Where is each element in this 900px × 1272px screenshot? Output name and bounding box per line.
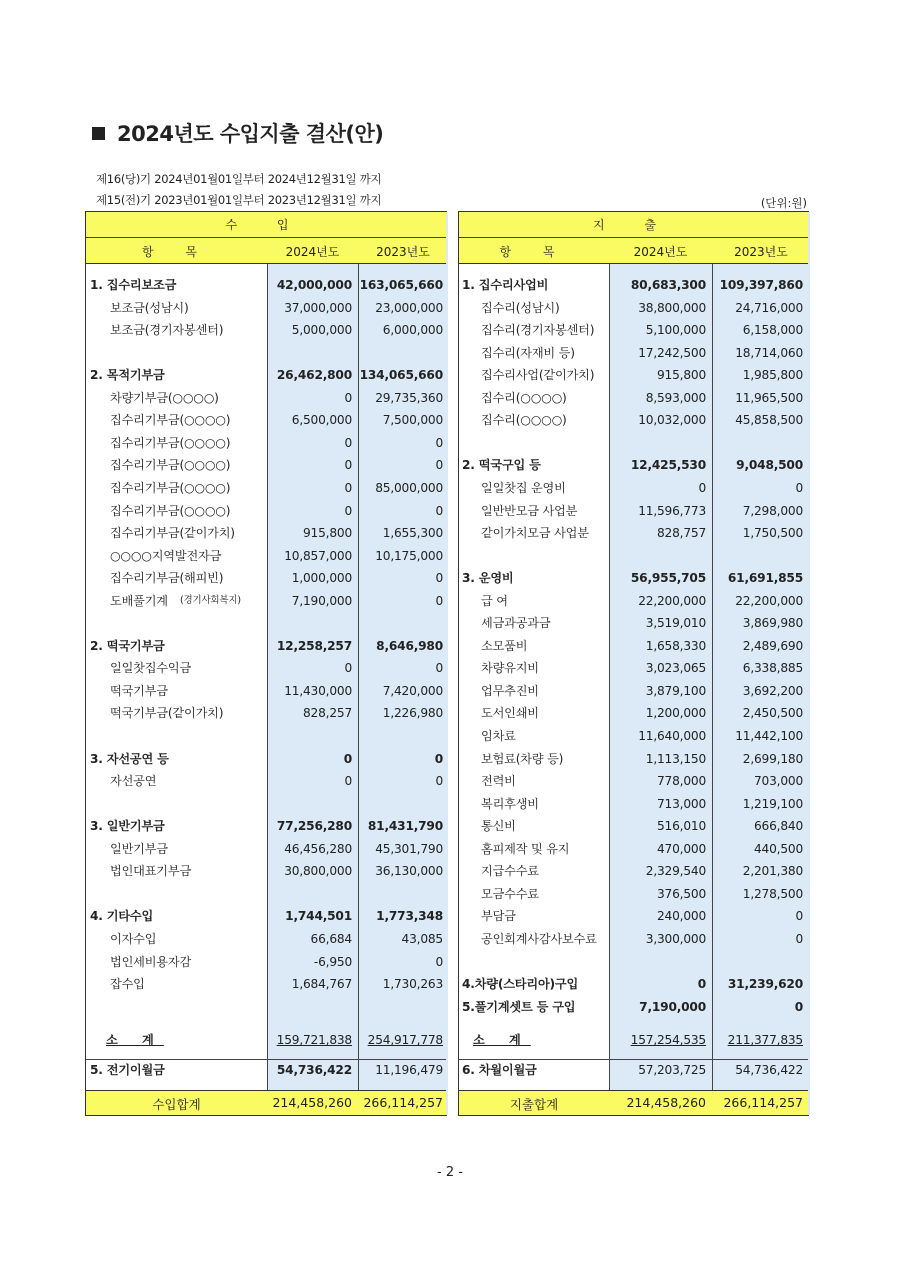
income-row-2024: 1,744,501 (285, 909, 352, 924)
expense-section (458, 211, 809, 1116)
income-row-2024: 5,000,000 (291, 323, 352, 338)
expense-row-label: 집수리(○○○○) (481, 413, 567, 428)
expense-row (459, 612, 810, 635)
income-row (86, 635, 448, 658)
expense-row (459, 274, 810, 297)
expense-row (459, 770, 810, 793)
expense-row (459, 364, 810, 387)
expense-row-2024: 3,879,100 (645, 683, 706, 698)
income-row-label: 일일찻집수익금 (110, 661, 192, 676)
expense-row-label: 1. 집수리사업비 (462, 278, 549, 292)
expense-row-2024: 470,000 (657, 841, 706, 856)
expense-row-2023: 703,000 (754, 774, 803, 789)
income-carryover-label: 5. 전기이월금 (90, 1063, 165, 1077)
expense-row-label: 홈피제작 및 유지 (481, 841, 570, 856)
income-total-row (86, 1090, 446, 1115)
income-row (86, 725, 448, 748)
income-row-2024: 42,000,000 (276, 278, 352, 292)
expense-total-row (459, 1090, 808, 1115)
expense-row-2023: 1,750,500 (742, 526, 803, 541)
income-row (86, 793, 448, 816)
income-header: 수 입 (86, 212, 446, 238)
expense-row-2024: 56,955,705 (630, 571, 706, 586)
income-total-label: 수입합계 (152, 1097, 201, 1112)
statement-table (85, 211, 809, 1116)
expense-row-2023: 1,985,800 (742, 368, 803, 383)
income-subtotal-label: 소 계 (106, 1033, 164, 1047)
expense-row-label: 임차료 (481, 729, 516, 743)
income-row-label: 집수리기부금(○○○○) (110, 435, 231, 450)
expense-row-2023: 6,338,885 (742, 661, 803, 676)
expense-row (459, 951, 810, 974)
income-row (86, 928, 448, 951)
income-row-label: ○○○○지역발전자금 (110, 548, 222, 563)
expense-row-label: 업무추진비 (481, 683, 539, 698)
expense-carryover-row (459, 1059, 810, 1082)
expense-row (459, 928, 810, 951)
expense-row-2024: 3,023,065 (645, 661, 706, 676)
income-row-2023: 1,226,980 (382, 706, 443, 721)
expense-row-2024: 80,683,300 (630, 278, 706, 292)
expense-row-label: 같이가치모금 사업분 (481, 526, 589, 541)
income-row-label: 도배풀기계 (110, 593, 168, 608)
income-row-2024: 0 (344, 435, 352, 450)
expense-column-header (459, 238, 808, 264)
expense-row-2023: 666,840 (754, 819, 803, 834)
expense-row-2024: 3,519,010 (645, 616, 706, 631)
income-row-2024: 12,258,257 (276, 638, 352, 653)
expense-row-2023: 1,219,100 (742, 796, 803, 811)
expense-col-item: 항 목 (499, 245, 569, 259)
expense-total-2024: 214,458,260 (626, 1095, 706, 1110)
income-row (86, 680, 448, 703)
expense-row-2023: 22,200,000 (735, 593, 803, 608)
income-row (86, 951, 448, 974)
expense-row-label: 급 여 (481, 593, 508, 608)
income-row-label: 2. 목적기부금 (90, 368, 165, 383)
expense-row-2024: 0 (698, 480, 706, 495)
income-row-2024: 7,190,000 (291, 593, 352, 608)
income-row-label: 집수리기부금(○○○○) (110, 458, 231, 473)
expense-row-2024: 10,032,000 (638, 413, 706, 428)
expense-row-2024: 2,329,540 (645, 864, 706, 879)
unit-label: (단위:원) (760, 196, 807, 210)
income-row (86, 815, 448, 838)
expense-row-label: 5.풀기계셋트 등 구입 (462, 999, 576, 1014)
expense-subtotal-2024: 157,254,535 (630, 1033, 706, 1047)
income-row-2023: 0 (434, 751, 443, 766)
expense-row-label: 부담금 (481, 909, 516, 924)
income-row-label: 보조금(경기자봉센터) (110, 323, 224, 338)
expense-total-2023: 266,114,257 (723, 1095, 803, 1110)
income-row-label: 1. 집수리보조금 (90, 278, 177, 292)
income-row-2023: 36,130,000 (375, 864, 443, 879)
expense-row (459, 387, 810, 410)
expense-row (459, 838, 810, 861)
expense-row-2024: 1,658,330 (645, 638, 706, 653)
income-row-label: 법인세비용자감 (110, 954, 192, 969)
expense-total-label: 지출합계 (509, 1097, 559, 1112)
income-row-label: 3. 일반기부금 (90, 819, 165, 834)
income-row (86, 297, 448, 320)
income-row-2024: 30,800,000 (284, 864, 352, 879)
expense-row (459, 500, 810, 523)
expense-row-2023: 0 (795, 909, 803, 924)
income-row (86, 770, 448, 793)
income-row-label: 집수리기부금(○○○○) (110, 503, 231, 518)
income-row-2024: 1,000,000 (291, 571, 352, 586)
expense-row (459, 522, 810, 545)
income-row-2023: 1,655,300 (382, 526, 443, 541)
income-row-2023: 6,000,000 (382, 323, 443, 338)
income-row-label: 잡수입 (110, 977, 145, 992)
expense-row-2023: 24,716,000 (735, 300, 803, 315)
income-row (86, 432, 448, 455)
expense-row (459, 545, 810, 568)
income-row (86, 567, 448, 590)
income-row (86, 545, 448, 568)
income-row-label: 집수리기부금(해피빈) (110, 571, 224, 586)
expense-row-label: 세금과공과금 (481, 616, 551, 631)
expense-row (459, 567, 810, 590)
income-row-2024: 0 (344, 503, 352, 518)
income-row-label: 3. 자선공연 등 (90, 751, 169, 766)
income-row-2024: 66,684 (310, 931, 352, 946)
income-subtotal-2024: 159,721,838 (276, 1033, 352, 1047)
income-row-2024: 0 (343, 751, 352, 766)
income-row-2023: 7,500,000 (382, 413, 443, 428)
income-row-2023: 1,773,348 (376, 909, 443, 924)
expense-row-2024: 915,800 (657, 368, 706, 383)
expense-row-label: 복리후생비 (481, 796, 539, 811)
expense-subtotal-2023: 211,377,835 (727, 1033, 803, 1047)
expense-row-label: 통신비 (481, 819, 516, 834)
income-row (86, 748, 448, 771)
income-row (86, 905, 448, 928)
income-col-2023: 2023년도 (376, 245, 430, 259)
income-row (86, 612, 448, 635)
income-row-2024: 1,684,767 (291, 977, 352, 992)
income-row (86, 590, 448, 613)
expense-row-2023: 2,699,180 (742, 751, 803, 766)
expense-row-2024: 7,190,000 (639, 999, 706, 1014)
income-row-2023: 45,301,790 (375, 841, 443, 856)
expense-row (459, 590, 810, 613)
expense-row (459, 319, 810, 342)
expense-row-2023: 3,692,200 (742, 683, 803, 698)
expense-row-label: 2. 떡국구입 등 (462, 458, 541, 473)
expense-row (459, 477, 810, 500)
expense-row-label: 공인회계사감사보수료 (481, 931, 597, 946)
income-row (86, 883, 448, 906)
expense-row (459, 454, 810, 477)
expense-row (459, 297, 810, 320)
expense-row-label: 집수리(○○○○) (481, 390, 567, 405)
expense-row-2023: 0 (795, 480, 803, 495)
income-row (86, 860, 448, 883)
expense-header: 지 출 (459, 212, 808, 238)
income-row (86, 702, 448, 725)
income-row-2024: -6,950 (313, 954, 352, 969)
income-row-label: 집수리기부금(○○○○) (110, 413, 231, 428)
income-row-2024: 0 (344, 661, 352, 676)
expense-row-2023: 6,158,000 (742, 323, 803, 338)
income-row-2023: 8,646,980 (376, 638, 443, 653)
income-row (86, 454, 448, 477)
income-row (86, 319, 448, 342)
expense-row-2024: 0 (697, 977, 706, 992)
expense-row-2023: 18,714,060 (735, 345, 803, 360)
expense-row-2024: 17,242,500 (638, 345, 706, 360)
expense-row-label: 집수리(경기자봉센터) (481, 323, 595, 338)
income-row-2024: 0 (344, 480, 352, 495)
expense-row-label: 집수리(성남시) (481, 300, 560, 315)
expense-row-label: 보험료(차량 등) (481, 751, 564, 766)
expense-row (459, 725, 810, 748)
income-row-label: 보조금(성남시) (110, 300, 189, 315)
income-col-item: 항 목 (142, 245, 211, 259)
expense-row-2023: 7,298,000 (742, 503, 803, 518)
income-row-2024: 46,456,280 (284, 841, 352, 856)
income-row-2023: 0 (435, 661, 443, 676)
expense-row-2024: 1,113,150 (645, 751, 706, 766)
expense-row-2023: 2,201,380 (742, 864, 803, 879)
income-row-label: 자선공연 (110, 774, 157, 789)
expense-row-label: 집수리사업(같이가치) (481, 368, 595, 383)
income-carryover-2024: 54,736,422 (276, 1063, 352, 1077)
income-row-2024: 10,857,000 (284, 548, 352, 563)
square-bullet-icon (92, 127, 105, 140)
expense-row (459, 342, 810, 365)
expense-row-2023: 31,239,620 (727, 977, 803, 992)
income-row (86, 342, 448, 365)
expense-row-2024: 778,000 (657, 774, 706, 789)
expense-row (459, 905, 810, 928)
income-row-2024: 6,500,000 (291, 413, 352, 428)
income-row-2023: 0 (435, 774, 443, 789)
income-row-2023: 163,065,660 (359, 278, 443, 292)
income-row-2024: 37,000,000 (284, 300, 352, 315)
period-current: 제16(당)기 2024년01월01일부터 2024년12월31일 까지 (96, 172, 382, 186)
income-row-label: 떡국기부금(같이가치) (110, 706, 224, 721)
income-carryover-row (86, 1059, 448, 1082)
income-row-label: 집수리기부금(같이가치) (110, 526, 235, 541)
income-row-2023: 23,000,000 (375, 300, 443, 315)
period-previous: 제15(전)기 2023년01월01일부터 2023년12월31일 까지 (96, 193, 382, 207)
page-title (92, 118, 383, 148)
expense-row-label: 소모품비 (481, 638, 528, 653)
income-row-label: 떡국기부금 (110, 683, 168, 698)
expense-carryover-label: 6. 차월이월금 (462, 1063, 537, 1077)
income-row (86, 477, 448, 500)
income-row-2024: 77,256,280 (276, 819, 352, 834)
expense-row (459, 748, 810, 771)
income-row-label: 차량기부금(○○○○) (110, 390, 219, 405)
expense-row-label: 집수리(자재비 등) (481, 345, 575, 360)
expense-row-2023: 11,965,500 (735, 390, 803, 405)
income-row-2024: 26,462,800 (276, 368, 352, 383)
expense-row-label: 일반반모금 사업분 (481, 503, 578, 518)
expense-row-label: 전력비 (481, 774, 516, 789)
income-row-2023: 7,420,000 (382, 683, 443, 698)
expense-row-label: 일일찻집 운영비 (481, 480, 566, 495)
expense-row (459, 657, 810, 680)
income-row-2024: 0 (344, 774, 352, 789)
expense-subtotal-row (459, 1029, 810, 1052)
expense-row-2023: 61,691,855 (727, 571, 803, 586)
income-carryover-2023: 11,196,479 (375, 1063, 443, 1077)
expense-row (459, 860, 810, 883)
income-row (86, 500, 448, 523)
income-row-2023: 0 (435, 458, 443, 473)
expense-row (459, 883, 810, 906)
expense-row-2024: 12,425,530 (630, 458, 706, 473)
income-row-2023: 0 (435, 571, 443, 586)
income-row-label: 4. 기타수입 (90, 909, 154, 924)
income-row (86, 838, 448, 861)
income-total-2023: 266,114,257 (363, 1095, 443, 1110)
income-row (86, 387, 448, 410)
income-row (86, 973, 448, 996)
income-row-label: 이자수입 (110, 931, 157, 946)
income-row-2023: 29,735,360 (375, 390, 443, 405)
expense-row-label: 지급수수료 (481, 864, 539, 879)
income-row (86, 522, 448, 545)
income-section (85, 211, 447, 1116)
expense-row-2024: 376,500 (657, 886, 706, 901)
income-row-label-note: (경기사회복지) (180, 594, 241, 606)
expense-row-2023: 0 (795, 931, 803, 946)
expense-col-2023: 2023년도 (734, 245, 788, 259)
expense-row-2024: 8,593,000 (645, 390, 706, 405)
income-row-2024: 0 (344, 390, 352, 405)
expense-row-2023: 440,500 (754, 841, 803, 856)
expense-subtotal-label: 소 계 (473, 1033, 531, 1047)
page-number: - 2 - (437, 1165, 463, 1180)
income-row-2023: 0 (435, 435, 443, 450)
income-row-label: 일반기부금 (110, 841, 168, 856)
expense-row-2023: 9,048,500 (736, 458, 803, 473)
expense-row (459, 793, 810, 816)
expense-row-2024: 240,000 (657, 909, 706, 924)
income-row-2023: 85,000,000 (375, 480, 443, 495)
expense-row-label: 3. 운영비 (462, 571, 514, 586)
income-row-2023: 0 (435, 954, 443, 969)
expense-row (459, 996, 810, 1019)
expense-row-2024: 828,757 (657, 526, 706, 541)
expense-row-label: 4.차량(스타리아)구입 (462, 977, 579, 992)
expense-row (459, 702, 810, 725)
expense-row-2024: 713,000 (657, 796, 706, 811)
expense-row (459, 635, 810, 658)
expense-row-2024: 5,100,000 (645, 323, 706, 338)
income-row-2023: 81,431,790 (367, 819, 443, 834)
expense-row (459, 815, 810, 838)
income-row-2024: 828,257 (303, 706, 352, 721)
expense-row-2023: 2,450,500 (742, 706, 803, 721)
expense-row-2024: 22,200,000 (638, 593, 706, 608)
income-col-2024: 2024년도 (285, 245, 340, 259)
income-row-2023: 134,065,660 (359, 368, 443, 383)
income-row-label: 법인대표기부금 (110, 864, 192, 879)
expense-row-2024: 1,200,000 (645, 706, 706, 721)
expense-row-2023: 109,397,860 (719, 278, 803, 292)
expense-row-label: 도서인쇄비 (481, 706, 539, 721)
income-subtotal-2023: 254,917,778 (367, 1033, 443, 1047)
expense-row-2023: 3,869,980 (742, 616, 803, 631)
expense-row-label: 모금수수료 (481, 886, 539, 901)
expense-row (459, 409, 810, 432)
expense-row (459, 680, 810, 703)
income-row-2023: 43,085 (401, 931, 443, 946)
expense-row-2023: 2,489,690 (742, 638, 803, 653)
expense-row-2023: 45,858,500 (735, 413, 803, 428)
income-row-2024: 0 (344, 458, 352, 473)
expense-row (459, 432, 810, 455)
expense-row-2024: 38,800,000 (638, 300, 706, 315)
expense-row-label: 차량유지비 (481, 661, 539, 676)
income-row-2023: 1,730,263 (382, 977, 443, 992)
expense-col-2024: 2024년도 (633, 245, 688, 259)
expense-row-2024: 516,010 (657, 819, 706, 834)
income-row-2024: 11,430,000 (284, 683, 352, 698)
expense-carryover-2024: 57,203,725 (638, 1063, 706, 1077)
income-row (86, 364, 448, 387)
income-row-2023: 0 (435, 593, 443, 608)
expense-row-2023: 11,442,100 (735, 729, 803, 743)
expense-row-2023: 1,278,500 (742, 886, 803, 901)
expense-row-2024: 11,640,000 (638, 729, 706, 743)
expense-row-2024: 11,596,773 (638, 503, 706, 518)
income-row-label: 집수리기부금(○○○○) (110, 480, 231, 495)
expense-row-2024: 3,300,000 (645, 931, 706, 946)
income-row (86, 657, 448, 680)
income-row (86, 409, 448, 432)
income-row-label: 2. 떡국기부금 (90, 638, 165, 653)
income-total-2024: 214,458,260 (272, 1095, 352, 1110)
income-row (86, 274, 448, 297)
income-row-2024: 915,800 (303, 526, 352, 541)
expense-row-2023: 0 (794, 999, 803, 1014)
income-row-2023: 10,175,000 (375, 548, 443, 563)
income-column-header (86, 238, 446, 264)
income-subtotal-row (86, 1029, 448, 1052)
expense-carryover-2023: 54,736,422 (735, 1063, 803, 1077)
expense-row (459, 973, 810, 996)
title-text: 2024년도 수입지출 결산(안) (117, 122, 384, 146)
income-row-2023: 0 (435, 503, 443, 518)
